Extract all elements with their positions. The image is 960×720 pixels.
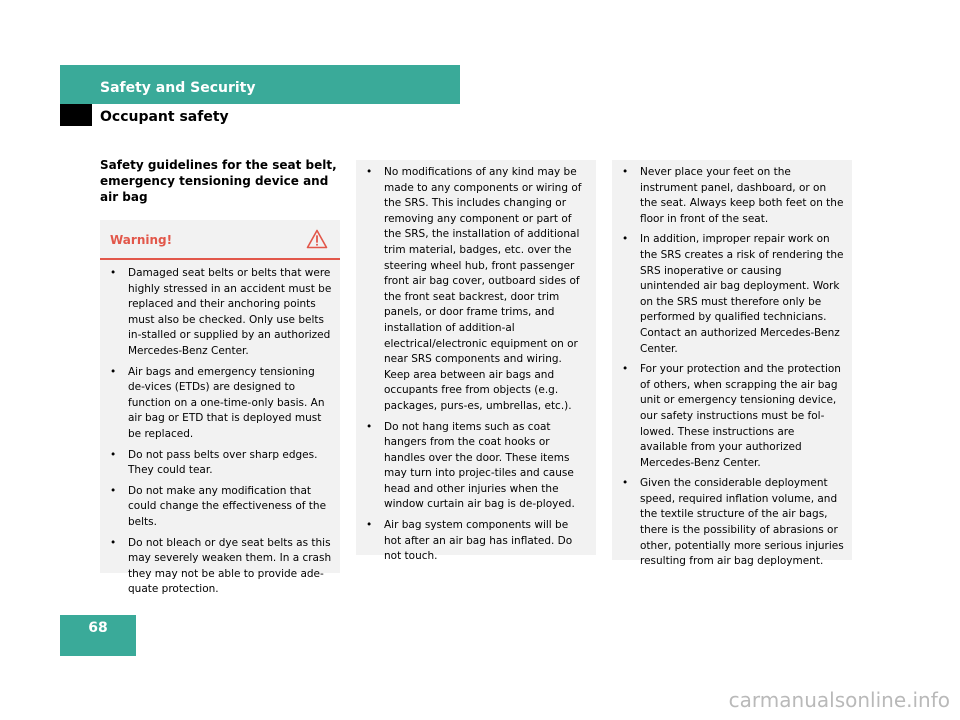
bullet-icon: • bbox=[366, 166, 373, 178]
list-item-text: Do not bleach or dye seat belts as this may severely weaken them. In a crash they may not be able to provide ade-quate protection. bbox=[128, 536, 332, 596]
list-item bbox=[108, 484, 332, 531]
watermark: carmanualsonline.info bbox=[728, 688, 950, 712]
warning-header bbox=[100, 220, 340, 260]
list-item-text: No modifications of any kind may be made to any components or wiring of the SRS. This includes changing or removing any component or part of the SRS, the installation of additional trim material, badges, etc. over the steering wheel hub, front passenger front air bag cover, outboard sides of the front seat backrest, door trim panels, or door frame trims, and installation of addition-al electrical/electronic equipment on or near SRS components and wiring. Keep area between air bags and occupants free from objects (e.g. packages, purs-es, umbrellas, etc.). bbox=[384, 166, 582, 412]
warning-list bbox=[100, 260, 340, 598]
list-item bbox=[108, 536, 332, 598]
bullet-icon: • bbox=[110, 448, 117, 461]
bullet-icon: • bbox=[622, 166, 629, 178]
list-item-text: Do not pass belts over sharp edges. They could tear. bbox=[128, 448, 318, 477]
list-item-text: In addition, improper repair work on the SRS creates a risk of rendering the SRS inoperative or causing unintended air bag deployment. Work on the SRS must therefore only be performed by qualified technicians. Contact an authorized Mercedes-Benz Center. bbox=[640, 233, 844, 355]
list-item bbox=[108, 448, 332, 479]
list-item-text: Do not hang items such as coat hangers from the coat hooks or handles over the door. These items may turn into projec-tiles and cause head and other injuries when the window curtain air bag is de-ployed. bbox=[384, 420, 575, 511]
bullet-icon: • bbox=[110, 365, 117, 378]
list-item-text: Damaged seat belts or belts that were highly stressed in an accident must be replaced and their anchoring points must also be checked. Only use belts in-stalled or supplied by an authorized Mercedes-Benz Center. bbox=[128, 267, 332, 357]
middle-panel bbox=[356, 160, 596, 563]
bullet-icon: • bbox=[622, 233, 629, 246]
list-item-text: Given the considerable deployment speed, required inflation volume, and the textile structure of the air bags, there is the possibility of abrasions or other, potentially more serious injuries resulting from air bag deployment. bbox=[640, 477, 844, 568]
right-list bbox=[612, 160, 852, 570]
page-number: 68 bbox=[88, 620, 108, 636]
section-title: Safety and Security bbox=[100, 80, 256, 96]
list-item bbox=[108, 266, 332, 360]
list-item-text: Air bags and emergency tensioning de-vices (ETDs) are designed to function on a one-time-only basis. An air bag or ETD that is deployed must be replaced. bbox=[128, 365, 325, 440]
list-item bbox=[364, 165, 588, 415]
warning-panel bbox=[100, 220, 340, 596]
bullet-icon: • bbox=[622, 363, 629, 376]
bullet-icon: • bbox=[366, 519, 373, 532]
list-item bbox=[108, 365, 332, 443]
bullet-icon: • bbox=[366, 420, 373, 433]
list-item bbox=[364, 518, 588, 565]
list-item bbox=[620, 165, 844, 227]
list-item-text: Do not make any modification that could change the effectiveness of the belts. bbox=[128, 484, 327, 528]
subsection-title: Occupant safety bbox=[100, 109, 229, 125]
page-number-box bbox=[60, 615, 136, 656]
right-panel bbox=[612, 160, 852, 568]
list-item bbox=[364, 420, 588, 514]
list-item-text: Never place your feet on the instrument panel, dashboard, or on the seat. Always keep both feet on the floor in front of the seat. bbox=[640, 166, 844, 225]
bullet-icon: • bbox=[110, 536, 117, 549]
list-item bbox=[620, 362, 844, 471]
section-tab-marker bbox=[60, 104, 92, 126]
bullet-icon: • bbox=[110, 484, 117, 497]
list-item-text: Air bag system components will be hot after an air bag has inflated. Do not touch. bbox=[384, 519, 573, 563]
guidelines-heading: Safety guidelines for the seat belt, emergency tensioning device and air bag bbox=[100, 158, 337, 204]
list-item-text: For your protection and the protection of others, when scrapping the air bag unit or emergency tensioning device, our safety instructions must be fol-lowed. These instructions are available from your authorized Mercedes-Benz Center. bbox=[640, 363, 841, 469]
list-item bbox=[620, 232, 844, 357]
middle-list bbox=[356, 160, 596, 565]
warning-triangle-icon bbox=[306, 229, 328, 249]
bullet-icon: • bbox=[110, 267, 117, 279]
warning-label: Warning! bbox=[110, 233, 173, 247]
bullet-icon: • bbox=[622, 477, 629, 490]
list-item bbox=[620, 476, 844, 570]
